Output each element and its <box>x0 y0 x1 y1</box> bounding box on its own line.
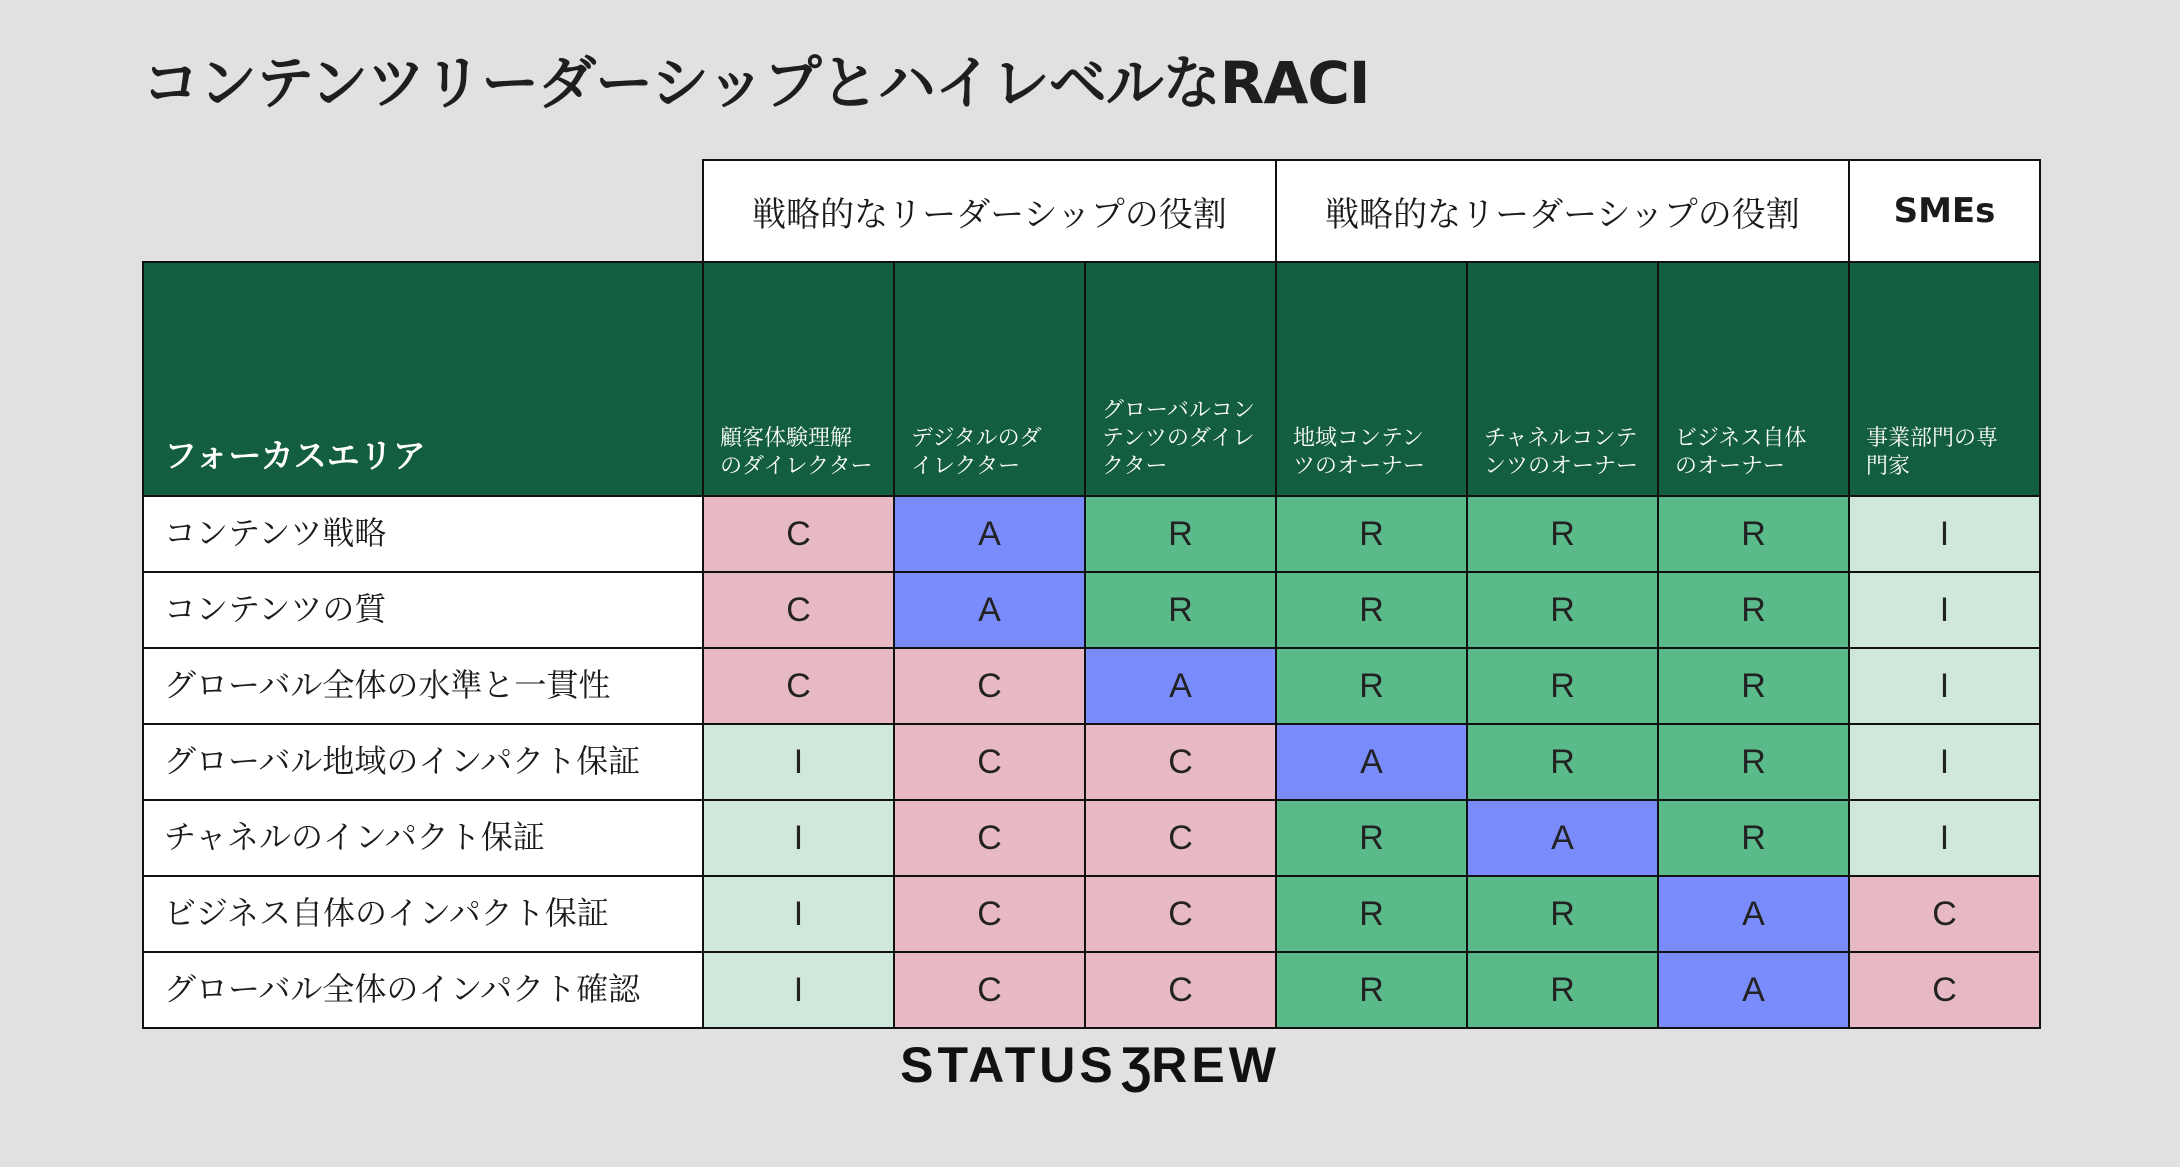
raci-cell: C <box>1085 952 1276 1028</box>
raci-cell: A <box>1658 876 1849 952</box>
role-group-header: 戦略的なリーダーシップの役割 <box>1276 160 1849 262</box>
focus-area-label: グローバル全体の水準と一貫性 <box>143 648 703 724</box>
raci-cell: C <box>1085 876 1276 952</box>
role-column-header <box>1276 262 1467 496</box>
raci-cell: R <box>1276 496 1467 572</box>
raci-cell: C <box>894 648 1085 724</box>
role-column-header <box>1467 262 1658 496</box>
raci-cell: I <box>1849 648 2040 724</box>
page-title: コンテンツリーダーシップとハイレベルなRACI <box>142 49 1370 117</box>
role-column-header <box>1085 262 1276 496</box>
role-group-header: SMEs <box>1849 160 2040 262</box>
raci-cell: A <box>894 496 1085 572</box>
role-column-header <box>894 262 1085 496</box>
role-header-line: ビジネス自体 <box>1675 426 1807 451</box>
role-column-header <box>1849 262 2040 496</box>
role-header-line: 門家 <box>1866 454 1911 479</box>
table-row <box>143 724 2040 800</box>
raci-cell: R <box>1658 800 1849 876</box>
table-row <box>143 952 2040 1028</box>
role-header-line: ツのオーナー <box>1293 454 1426 479</box>
raci-cell: R <box>1467 952 1658 1028</box>
raci-cell: A <box>1658 952 1849 1028</box>
raci-cell: I <box>1849 724 2040 800</box>
raci-matrix <box>142 159 2041 1029</box>
raci-cell: C <box>703 572 894 648</box>
role-header-line: 事業部門の専 <box>1866 426 1999 451</box>
role-group-header: 戦略的なリーダーシップの役割 <box>703 160 1276 262</box>
role-header-line: グローバルコン <box>1102 398 1255 423</box>
raci-cell: R <box>1467 876 1658 952</box>
raci-cell: I <box>703 800 894 876</box>
raci-cell: R <box>1276 648 1467 724</box>
role-header-line: のダイレクター <box>720 454 873 479</box>
raci-cell: I <box>703 876 894 952</box>
table-row <box>143 572 2040 648</box>
raci-cell: R <box>1467 648 1658 724</box>
role-header-line: デジタルのダ <box>911 426 1042 451</box>
table-row <box>143 496 2040 572</box>
raci-cell: A <box>1467 800 1658 876</box>
role-header-line: テンツのダイレ <box>1102 426 1255 451</box>
table-row <box>143 800 2040 876</box>
raci-cell: R <box>1467 496 1658 572</box>
raci-cell: A <box>894 572 1085 648</box>
focus-area-header: フォーカスエリア <box>143 262 703 496</box>
raci-cell: C <box>1849 876 2040 952</box>
raci-cell: C <box>1849 952 2040 1028</box>
blank-corner <box>143 160 703 262</box>
raci-cell: C <box>894 952 1085 1028</box>
focus-area-label: グローバル地域のインパクト保証 <box>143 724 703 800</box>
raci-cell: A <box>1085 648 1276 724</box>
role-header-line: チャネルコンテ <box>1484 426 1638 451</box>
raci-cell: R <box>1658 496 1849 572</box>
table-row <box>143 648 2040 724</box>
raci-cell: R <box>1658 648 1849 724</box>
raci-cell: R <box>1085 496 1276 572</box>
raci-cell: I <box>703 724 894 800</box>
raci-cell: I <box>1849 572 2040 648</box>
role-group-header-row <box>143 160 2040 262</box>
raci-rows <box>143 496 2040 1028</box>
raci-cell: C <box>1085 724 1276 800</box>
raci-cell: I <box>1849 800 2040 876</box>
raci-cell: C <box>894 724 1085 800</box>
focus-area-label: コンテンツ戦略 <box>143 496 703 572</box>
focus-area-label: チャネルのインパクト保証 <box>143 800 703 876</box>
focus-area-label: ビジネス自体のインパクト保証 <box>143 876 703 952</box>
role-header-line: 地域コンテン <box>1293 426 1424 451</box>
raci-cell: R <box>1276 952 1467 1028</box>
role-header-line: ンツのオーナー <box>1484 454 1639 479</box>
raci-cell: C <box>1085 800 1276 876</box>
raci-cell: I <box>703 952 894 1028</box>
focus-area-label: コンテンツの質 <box>143 572 703 648</box>
raci-cell: A <box>1276 724 1467 800</box>
raci-cell: R <box>1276 876 1467 952</box>
role-header-row <box>143 262 2040 496</box>
role-header-line: 顧客体験理解 <box>720 426 853 451</box>
raci-cell: R <box>1467 724 1658 800</box>
role-header-line: イレクター <box>911 454 1021 479</box>
table-row <box>143 876 2040 952</box>
focus-area-label: グローバル全体のインパクト確認 <box>143 952 703 1028</box>
raci-cell: R <box>1658 572 1849 648</box>
raci-cell: C <box>703 496 894 572</box>
raci-cell: R <box>1658 724 1849 800</box>
raci-cell: C <box>894 876 1085 952</box>
role-column-header <box>1658 262 1849 496</box>
raci-cell: C <box>894 800 1085 876</box>
raci-cell: I <box>1849 496 2040 572</box>
raci-cell: R <box>1276 572 1467 648</box>
statuscrew-logo: STATUSƸREW <box>900 1037 1280 1093</box>
raci-cell: R <box>1467 572 1658 648</box>
role-header-line: のオーナー <box>1675 454 1786 479</box>
raci-cell: C <box>703 648 894 724</box>
raci-cell: R <box>1085 572 1276 648</box>
raci-cell: R <box>1276 800 1467 876</box>
role-header-line: クター <box>1102 454 1168 479</box>
role-column-header <box>703 262 894 496</box>
